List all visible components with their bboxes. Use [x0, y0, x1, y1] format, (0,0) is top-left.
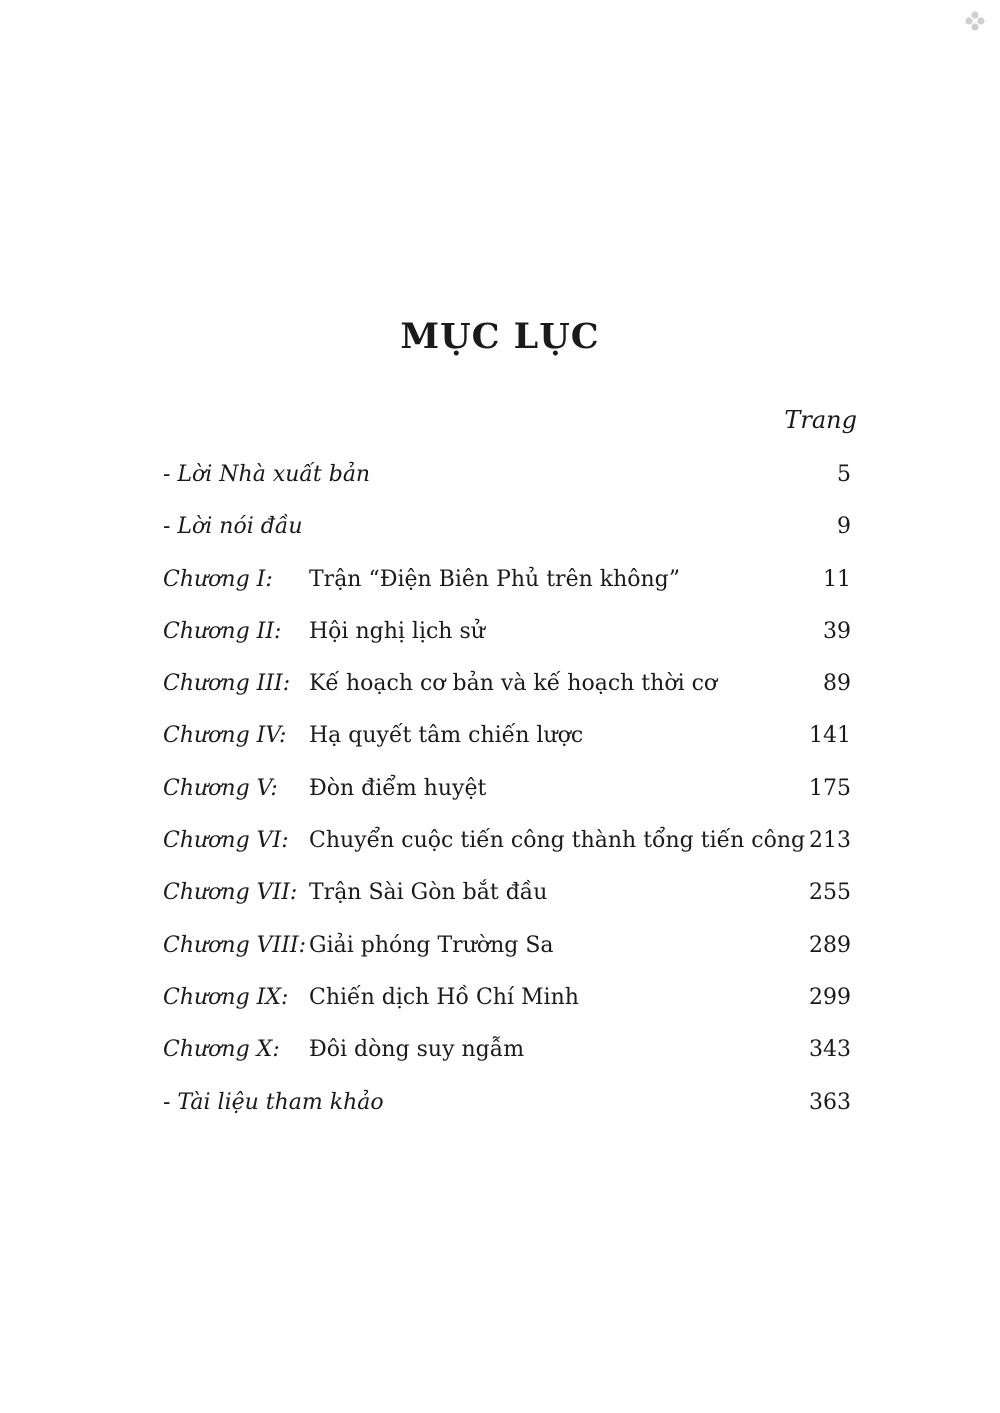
- toc-entry: [163, 876, 851, 928]
- toc-entry: [163, 719, 851, 771]
- toc-entry: [163, 667, 851, 719]
- toc-entry-label: Chương X:: [163, 1037, 280, 1063]
- page-title: MỤC LỤC: [400, 316, 600, 357]
- toc-entry-label: Chương VIII:: [163, 932, 307, 958]
- toc-entry-page: 175: [809, 775, 851, 801]
- toc-entry-label: - Lời nói đầu: [163, 514, 303, 540]
- toc-entry: [163, 929, 851, 981]
- toc-entry-label: Chương V:: [163, 775, 278, 801]
- toc-entry-page: 9: [837, 514, 851, 540]
- toc-entry-heading: Chuyển cuộc tiến công thành tổng tiến công: [309, 828, 806, 854]
- toc-entry: [163, 981, 851, 1033]
- toc-entry-page: 299: [809, 984, 851, 1010]
- toc-entry-page: 289: [809, 932, 851, 958]
- toc-entry: [163, 615, 851, 667]
- toc-entry-heading: Chiến dịch Hồ Chí Minh: [309, 984, 579, 1010]
- toc-entry-heading: Trận Sài Gòn bắt đầu: [309, 880, 548, 906]
- toc-entry-label: Chương III:: [163, 671, 291, 697]
- toc-entry-page: 255: [809, 880, 851, 906]
- toc-entry-page: 39: [823, 618, 851, 644]
- toc-entry: [163, 824, 851, 876]
- toc-entry-heading: Hạ quyết tâm chiến lược: [309, 723, 584, 749]
- toc-entry: [163, 458, 851, 510]
- flower-watermark-icon: [964, 10, 986, 32]
- toc-entry-label: Chương VII:: [163, 880, 298, 906]
- toc-entry-page: 11: [823, 566, 851, 592]
- toc-entry-heading: Hội nghị lịch sử: [309, 618, 485, 644]
- page-column-label: Trang: [784, 406, 857, 434]
- toc-entry-label: Chương II:: [163, 618, 282, 644]
- toc-entry-label: Chương I:: [163, 566, 273, 592]
- toc-entry-page: 213: [809, 828, 851, 854]
- toc-entry-page: 363: [809, 1089, 851, 1115]
- toc-entry: [163, 1033, 851, 1085]
- toc-entry-label: Chương IX:: [163, 984, 289, 1010]
- toc-entry-page: 89: [823, 671, 851, 697]
- toc-entry: [163, 1086, 851, 1138]
- toc-entry: [163, 563, 851, 615]
- toc-entry: [163, 772, 851, 824]
- toc-entry-heading: Đòn điểm huyệt: [309, 775, 487, 801]
- toc-entry-label: - Tài liệu tham khảo: [163, 1089, 384, 1115]
- toc-entry-page: 141: [809, 723, 851, 749]
- toc-entry-label: Chương VI:: [163, 828, 289, 854]
- toc-entry-heading: Đôi dòng suy ngẫm: [309, 1037, 525, 1063]
- toc-entry-label: - Lời Nhà xuất bản: [163, 462, 371, 487]
- toc-entry-heading: Giải phóng Trường Sa: [309, 932, 554, 958]
- toc-entry-heading: Kế hoạch cơ bản và kế hoạch thời cơ: [309, 671, 718, 697]
- toc-entry-page: 5: [837, 462, 851, 487]
- toc-entry: [163, 510, 851, 562]
- table-of-contents: [163, 458, 851, 1138]
- toc-entry-heading: Trận “Điện Biên Phủ trên không”: [309, 566, 680, 592]
- toc-entry-page: 343: [809, 1037, 851, 1063]
- toc-entry-label: Chương IV:: [163, 723, 287, 749]
